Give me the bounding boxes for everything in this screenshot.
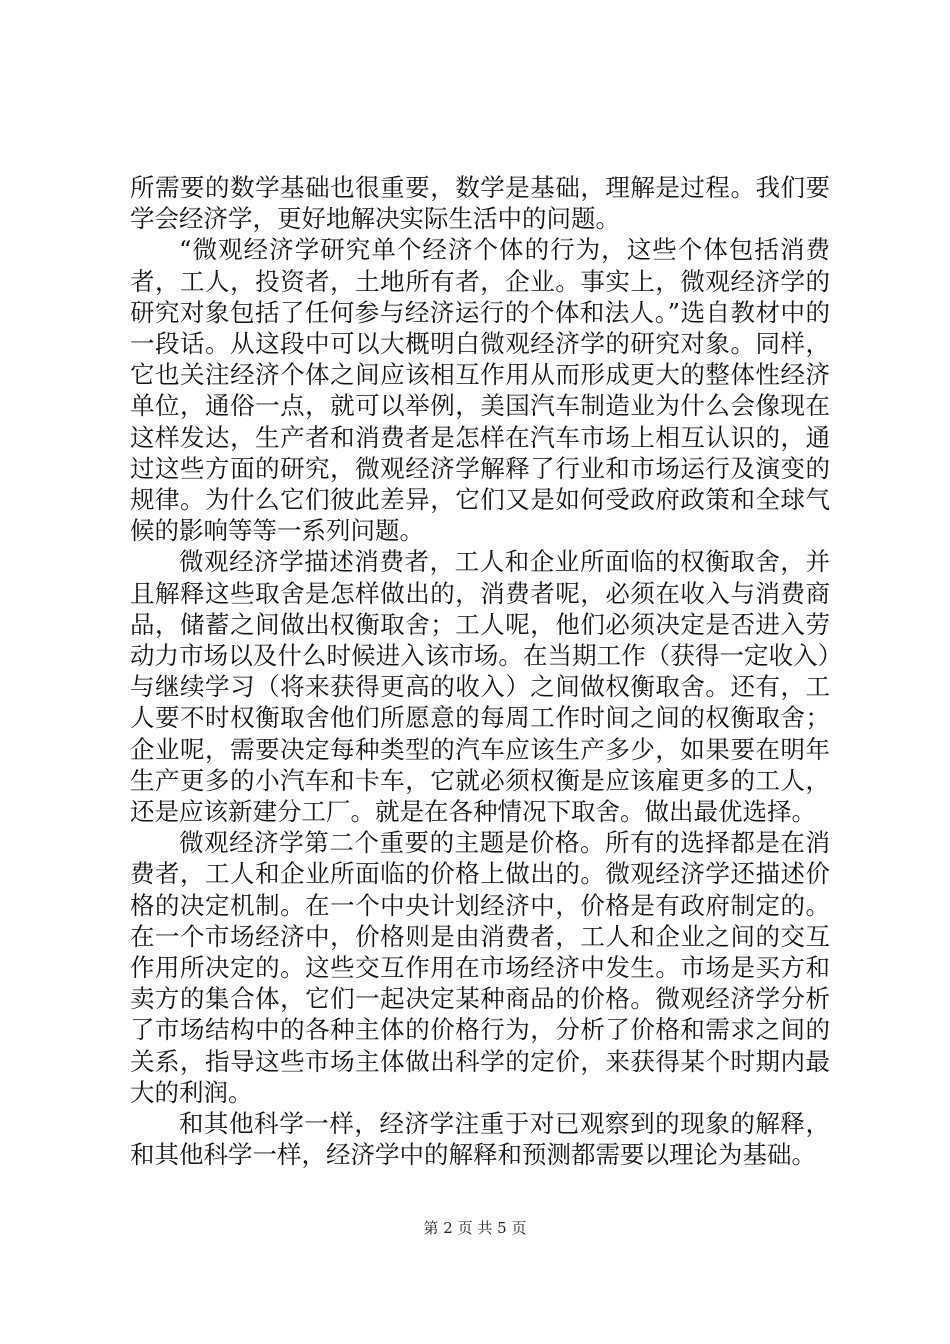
- paragraph-4: 微观经济学第二个重要的主题是价格。所有的选择都是在消费者，工人和企业所面临的价格上做出的。微观经济学还描述价格的决定机制。在一个中央计划经济中，价格是有政府制定的。在一个市场经济中，价格则是由消费者，工人和企业之间的交互作用所决定的。这些交互作用在市场经济中发生。市场是买方和卖方的集合体，它们一起决定某种商品的价格。微观经济学分析了市场结构中的各种主体的价格行为，分析了价格和需求之间的关系，指导这些市场主体做出科学的定价，来获得某个时期内最大的利润。: [130, 828, 830, 1107]
- page-number-footer: 第 2 页 共 5 页: [423, 1219, 527, 1237]
- paragraph-5: 和其他科学一样，经济学注重于对已观察到的现象的解释，和其他科学一样，经济学中的解释和预测都需要以理论为基础。: [130, 1109, 830, 1170]
- document-body: [130, 172, 830, 1171]
- paragraph-3: 微观经济学描述消费者，工人和企业所面临的权衡取舍，并且解释这些取舍是怎样做出的，消费者呢，必须在收入与消费商品，储蓄之间做出权衡取舍；工人呢，他们必须决定是否进入劳动力市场以及什么时候进入该市场。在当期工作（获得一定收入）与继续学习（将来获得更高的收入）之间做权衡取舍。还有，工人要不时权衡取舍他们所愿意的每周工作时间之间的权衡取舍；企业呢，需要决定每种类型的汽车应该生产多少，如果要在明年生产更多的小汽车和卡车，它就必须权衡是应该雇更多的工人，还是应该新建分工厂。就是在各种情况下取舍。做出最优选择。: [130, 547, 830, 827]
- paragraph-2: “微观经济学研究单个经济个体的行为，这些个体包括消费者，工人，投资者，土地所有者，企业。事实上，微观经济学的研究对象包括了任何参与经济运行的个体和法人。”选自教材中的一段话。从这段中可以大概明白微观经济学的研究对象。同样，它也关注经济个体之间应该相互作用从而形成更大的整体性经济单位，通俗一点，就可以举例，美国汽车制造业为什么会像现在这样发达，生产者和消费者是怎样在汽车市场上相互认识的，通过这些方面的研究，微观经济学解释了行业和市场运行及演变的规律。为什么它们彼此差异，它们又是如何受政府政策和全球气候的影响等等一系列问题。: [130, 235, 830, 546]
- paragraph-1: 所需要的数学基础也很重要，数学是基础，理解是过程。我们要学会经济学，更好地解决实际生活中的问题。: [130, 173, 830, 234]
